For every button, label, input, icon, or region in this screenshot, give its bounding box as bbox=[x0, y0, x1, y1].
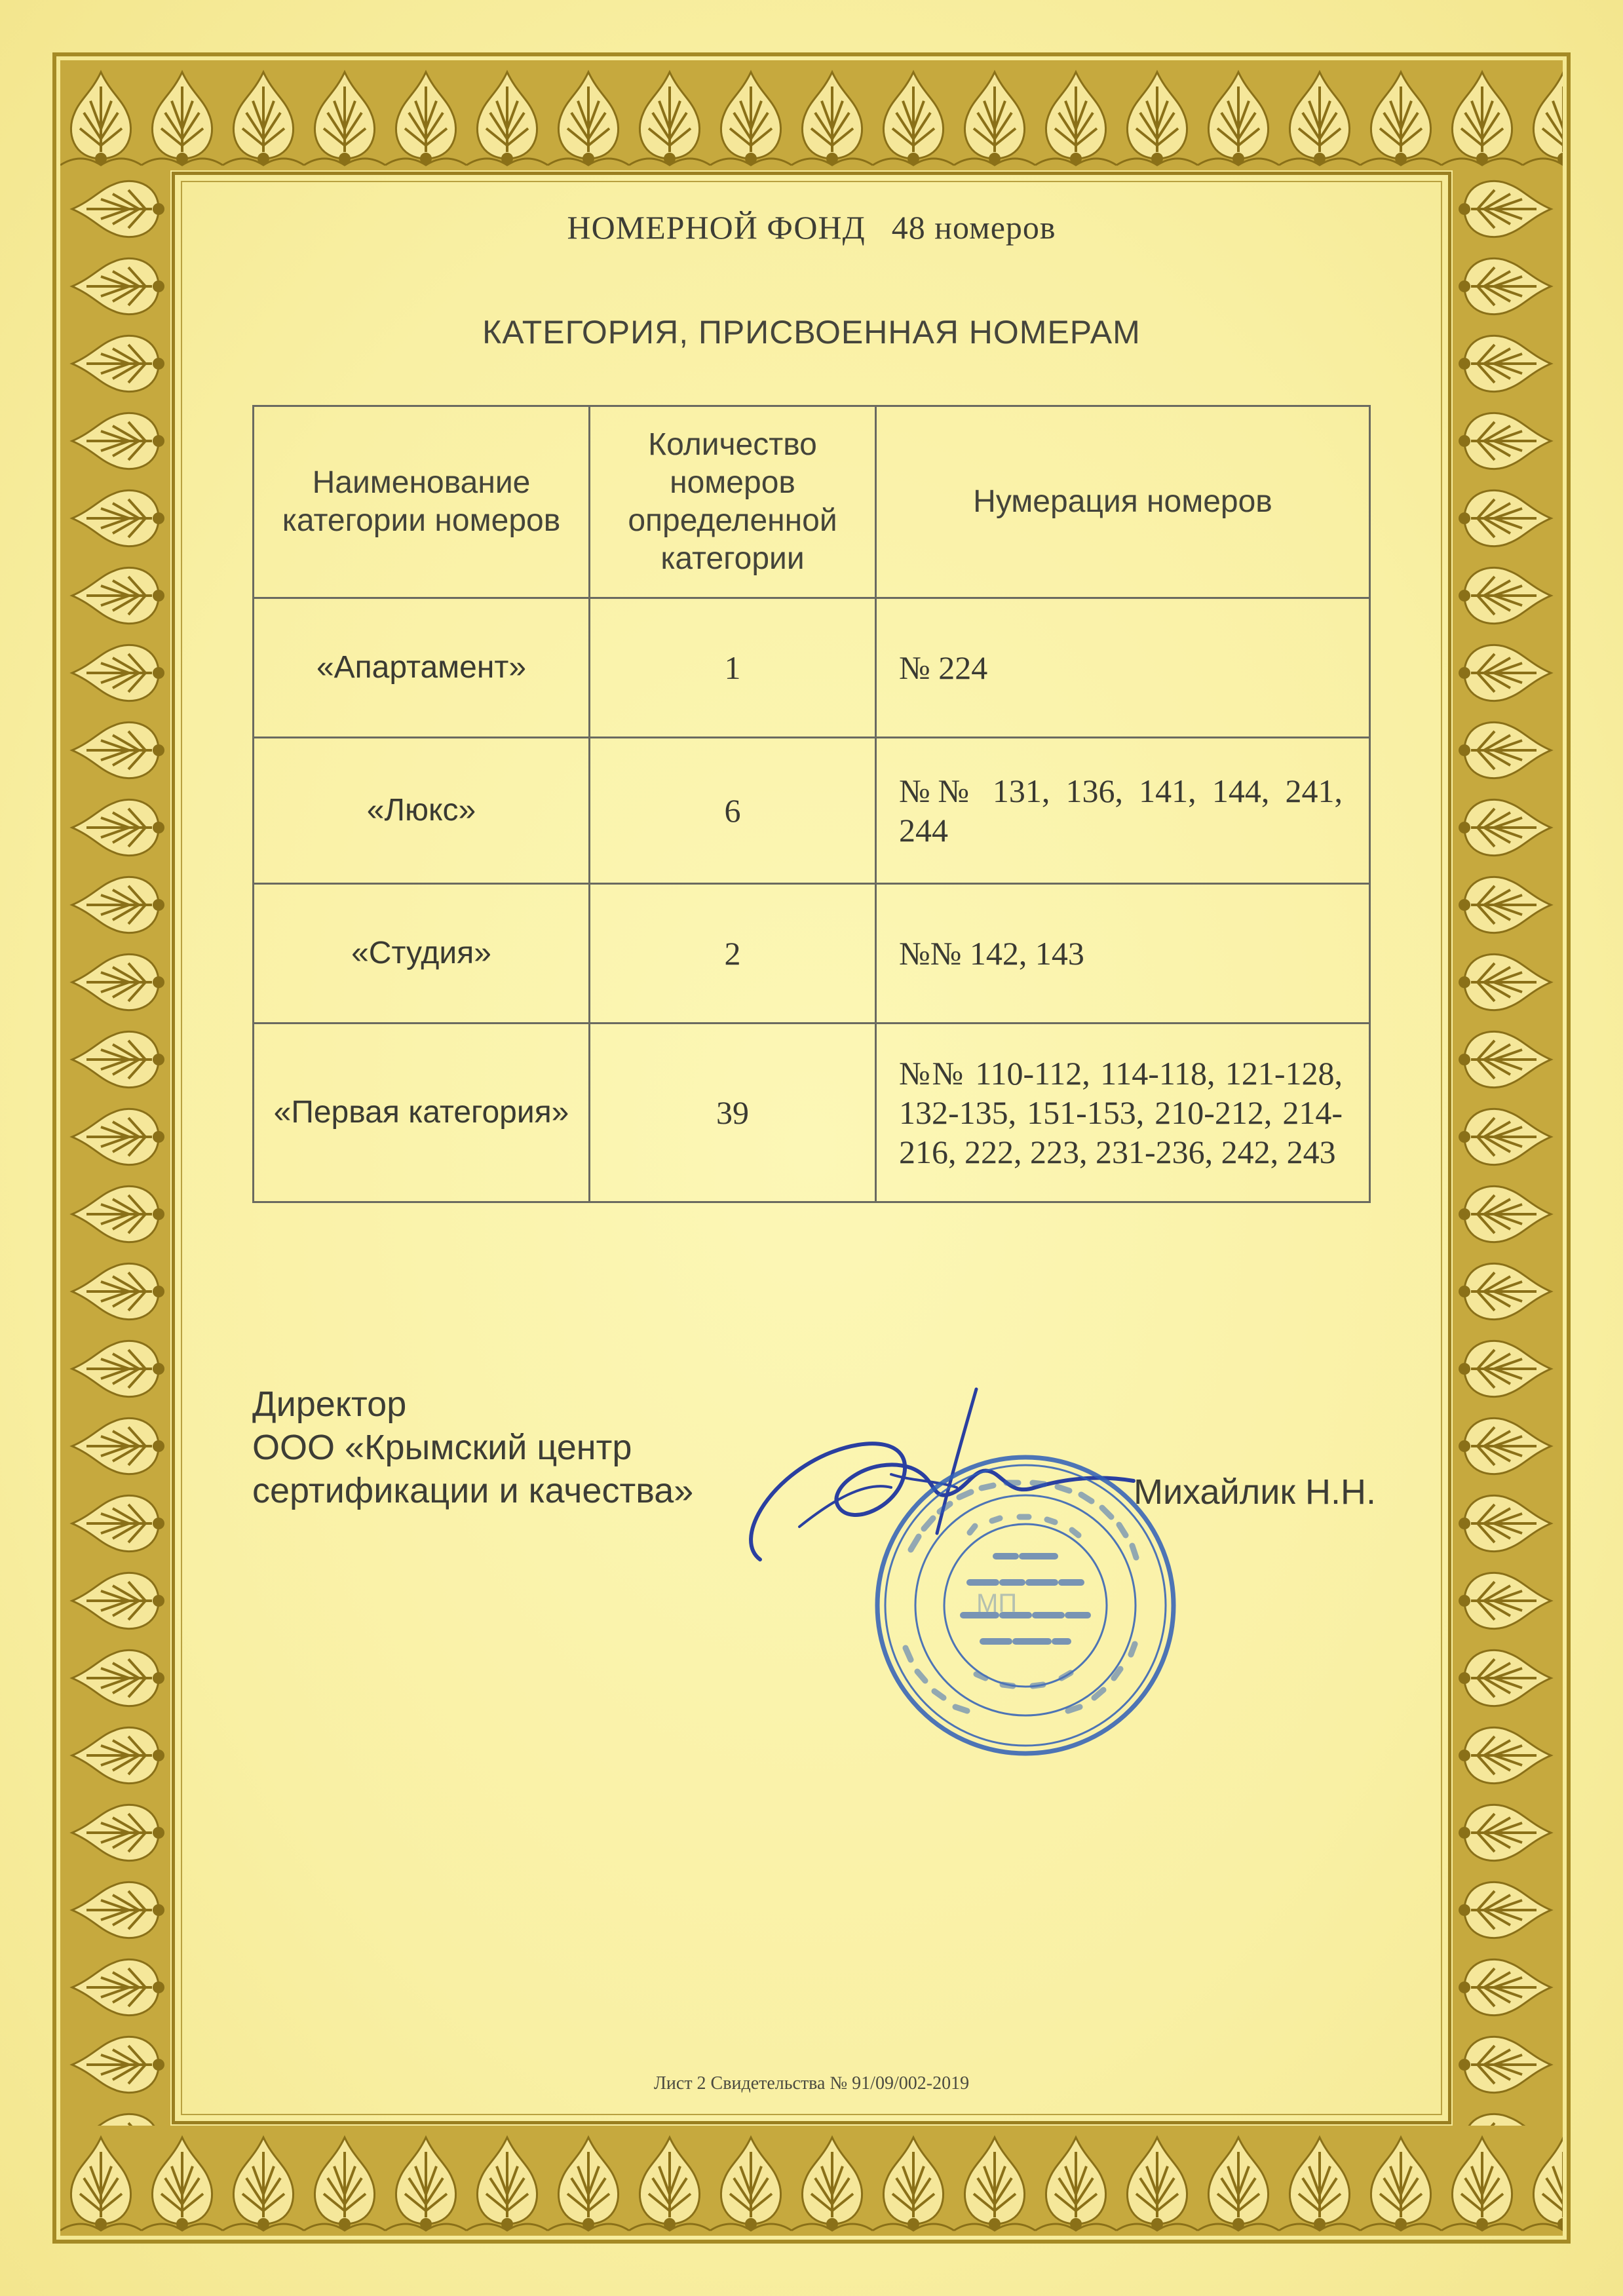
cell-category: «Апартамент» bbox=[254, 598, 590, 738]
cell-count: 2 bbox=[590, 884, 876, 1024]
table-row bbox=[254, 1024, 1370, 1202]
column-header-numbering: Нумерация номеров bbox=[876, 406, 1370, 598]
signer-position: Директор bbox=[252, 1385, 407, 1424]
column-header-category: Наименование категории номеров bbox=[254, 406, 590, 598]
cell-category: «Первая категория» bbox=[254, 1024, 590, 1202]
signer-org-line1: ООО «Крымский центр bbox=[252, 1428, 632, 1467]
svg-text:МП: МП bbox=[976, 1589, 1018, 1618]
ornament-band-bottom bbox=[60, 2126, 1563, 2236]
cell-numbers: №№ 142, 143 bbox=[876, 884, 1370, 1024]
room-fund-count: 48 номеров bbox=[891, 209, 1056, 246]
room-category-table bbox=[252, 405, 1371, 1203]
table-header-row bbox=[254, 406, 1370, 598]
ornament-band-top bbox=[60, 60, 1563, 170]
ornament-band-right bbox=[1453, 170, 1563, 2126]
cell-category: «Люкс» bbox=[254, 738, 590, 884]
cell-count: 6 bbox=[590, 738, 876, 884]
cell-count: 1 bbox=[590, 598, 876, 738]
room-fund-title bbox=[0, 208, 1623, 246]
cell-count: 39 bbox=[590, 1024, 876, 1202]
column-header-count: Количество номеров определенной категории bbox=[590, 406, 876, 598]
cell-numbers: № 224 bbox=[876, 598, 1370, 738]
category-section-title: КАТЕГОРИЯ, ПРИСВОЕННАЯ НОМЕРАМ bbox=[482, 314, 1141, 351]
room-fund-label: НОМЕРНОЙ ФОНД bbox=[567, 209, 866, 246]
table-row bbox=[254, 598, 1370, 738]
table-row bbox=[254, 738, 1370, 884]
ornament-band-left bbox=[60, 170, 170, 2126]
cell-category: «Студия» bbox=[254, 884, 590, 1024]
certificate-sheet-footer: Лист 2 Свидетельства № 91/09/002-2019 bbox=[653, 2073, 970, 2094]
signer-name: Михайлик Н.Н. bbox=[1134, 1472, 1377, 1512]
signer-org-line2: сертификации и качества» bbox=[252, 1471, 694, 1510]
cell-numbers: №№ 131, 136, 141, 144, 241, 244 bbox=[876, 738, 1370, 884]
table-row bbox=[254, 884, 1370, 1024]
cell-numbers: №№ 110-112, 114-118, 121-128, 132-135, 151-153, 210-212, 214-216, 222, 223, 231-236, 242, 243 bbox=[876, 1024, 1370, 1202]
signer-block bbox=[252, 1383, 693, 1512]
